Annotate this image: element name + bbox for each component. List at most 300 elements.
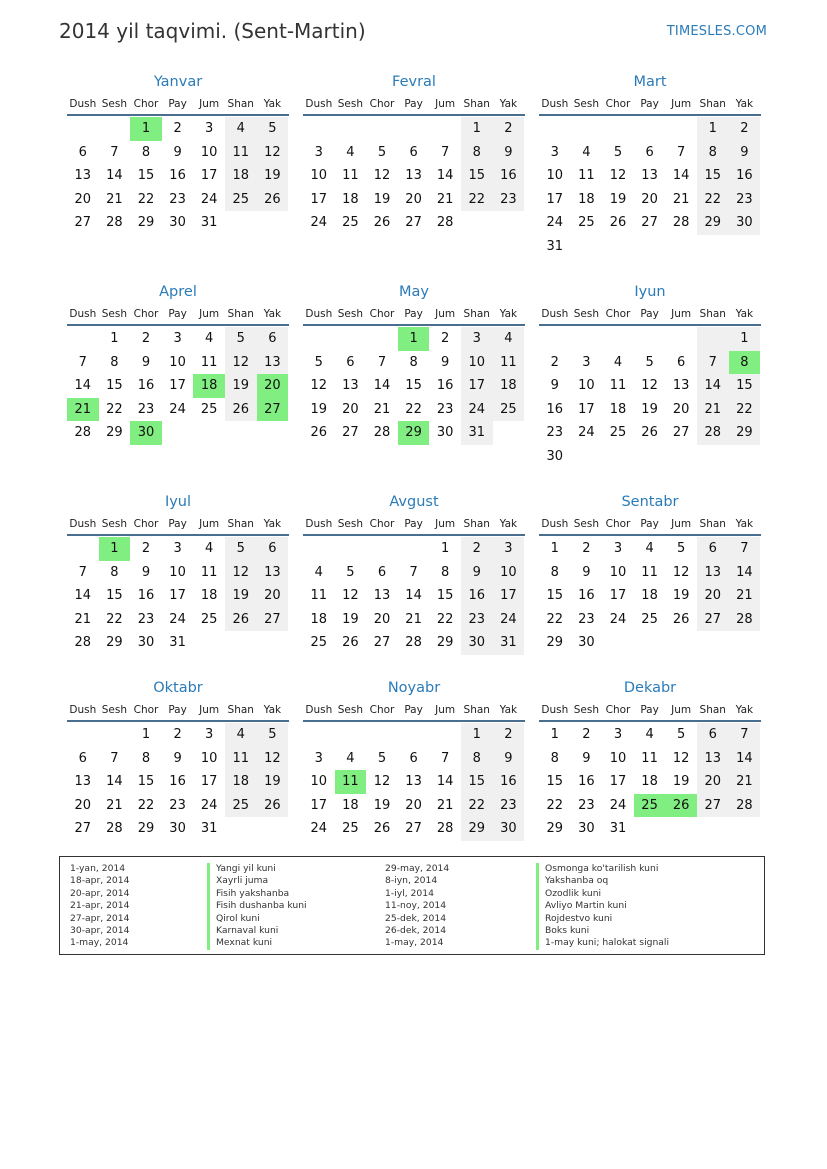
day-cell: 16 (578, 774, 595, 789)
weekday-label: Shan (699, 98, 726, 110)
site-link[interactable]: TIMESLES.COM (666, 24, 767, 39)
legend-holiday-name: Avliyo Martin kuni (536, 900, 669, 912)
day-cell: 14 (729, 747, 761, 771)
weekday-label: Jum (435, 518, 456, 530)
day-cell: 21 (405, 611, 422, 627)
day-cell: 16 (729, 164, 761, 188)
weekday-label: Yak (499, 704, 518, 716)
day-cell: 29 (398, 421, 430, 445)
day-cell: 29 (461, 817, 493, 841)
day-cell: 15 (106, 588, 123, 603)
day-cell: 15 (697, 164, 729, 188)
day-cell: 25 (493, 398, 525, 422)
day-cell: 29 (106, 635, 123, 650)
day-cell: 24 (578, 425, 595, 440)
day-cell: 17 (493, 584, 525, 608)
holiday-legend (59, 856, 765, 955)
day-cell: 14 (436, 168, 454, 183)
day-cell: 26 (257, 188, 289, 212)
weekday-label: Sesh (101, 704, 128, 716)
weekday-label: Sesh (337, 308, 364, 320)
weekday-label: Jum (435, 98, 456, 110)
day-cell: 6 (257, 537, 289, 561)
day-cell: 7 (729, 723, 761, 747)
day-cell: 9 (582, 564, 591, 580)
day-cell: 8 (697, 141, 729, 165)
day-cell: 19 (609, 191, 627, 207)
day-cell: 18 (609, 401, 627, 417)
day-cell: 13 (74, 168, 92, 183)
weekday-label: Chor (369, 98, 395, 110)
day-cell: 1 (697, 117, 729, 141)
day-cell: 30 (436, 425, 454, 440)
day-cell: 29 (697, 211, 729, 235)
day-cell: 19 (225, 374, 257, 398)
day-cell: 1 (461, 723, 493, 747)
day-cell: 24 (546, 215, 564, 230)
legend-date: 1-iyl, 2014 (385, 887, 434, 899)
legend-date: 1-may, 2014 (70, 937, 129, 949)
day-cell: 1 (729, 327, 761, 351)
day-cell: 26 (373, 821, 391, 836)
day-cell: 3 (613, 541, 623, 556)
empty-cell (99, 117, 131, 141)
day-cell: 15 (137, 774, 155, 789)
legend-holiday-name: 1-may kuni; halokat signali (536, 937, 669, 949)
day-cell: 22 (729, 398, 761, 422)
day-cell: 3 (205, 121, 214, 136)
day-cell: 25 (225, 794, 257, 818)
weekday-label: Pay (404, 98, 423, 110)
day-grid (67, 117, 289, 235)
weekday-label: Dush (541, 518, 569, 530)
weekday-label: Yak (735, 704, 754, 716)
weekday-label: Pay (404, 518, 423, 530)
day-cell: 17 (461, 374, 493, 398)
day-cell: 4 (225, 723, 257, 747)
day-cell: 3 (550, 144, 559, 160)
day-cell: 23 (137, 401, 155, 417)
day-cell: 27 (373, 635, 391, 650)
legend-date: 29-may, 2014 (385, 863, 450, 874)
day-cell: 19 (672, 774, 690, 789)
legend-date: 25-dek, 2014 (385, 912, 447, 924)
day-cell: 17 (169, 588, 186, 603)
day-cell: 31 (200, 821, 218, 836)
day-cell: 30 (493, 817, 525, 841)
day-cell: 20 (641, 191, 658, 207)
empty-cell (303, 327, 335, 351)
legend-holiday-name: Fisih dushanba kuni (207, 900, 307, 912)
day-cell: 20 (342, 401, 359, 417)
day-cell: 16 (169, 168, 186, 183)
legend-column (207, 863, 307, 950)
day-cell: 24 (609, 797, 627, 813)
weekday-label: Yak (263, 98, 282, 110)
day-cell: 24 (310, 215, 328, 230)
day-cell: 1 (110, 331, 119, 346)
day-cell: 20 (405, 191, 422, 207)
weekday-label: Jum (435, 704, 456, 716)
weekday-label: Shan (699, 704, 726, 716)
day-cell: 8 (409, 354, 418, 370)
empty-cell (429, 117, 461, 141)
day-cell: 13 (697, 561, 729, 585)
weekday-label: Sesh (337, 704, 364, 716)
day-grid (539, 117, 761, 258)
day-cell: 30 (546, 448, 564, 464)
day-cell: 21 (436, 797, 454, 813)
day-cell: 4 (205, 331, 214, 346)
weekday-label: Chor (133, 308, 159, 320)
empty-cell (366, 327, 398, 351)
day-cell: 7 (441, 750, 450, 766)
day-cell: 21 (436, 191, 454, 207)
empty-cell (303, 723, 335, 747)
day-cell: 19 (672, 588, 690, 603)
day-cell: 24 (310, 821, 328, 836)
day-cell: 27 (697, 608, 729, 632)
day-cell: 30 (169, 215, 186, 230)
day-cell: 12 (310, 378, 328, 393)
empty-cell (398, 117, 430, 141)
day-cell: 5 (377, 750, 387, 766)
day-cell: 6 (645, 144, 654, 160)
day-cell: 22 (546, 611, 564, 627)
day-cell: 30 (461, 631, 493, 655)
day-cell: 21 (74, 611, 92, 627)
day-cell: 12 (342, 588, 359, 603)
day-cell: 16 (546, 401, 564, 417)
weekday-label: Jum (671, 518, 692, 530)
day-cell: 5 (677, 541, 686, 556)
day-cell: 3 (173, 331, 182, 346)
legend-date: 30-apr, 2014 (70, 924, 130, 936)
day-cell: 18 (342, 797, 359, 813)
day-cell: 4 (613, 354, 623, 370)
day-cell: 12 (225, 351, 257, 375)
day-cell: 21 (729, 584, 761, 608)
day-cell: 16 (578, 588, 595, 603)
day-cell: 26 (609, 215, 627, 230)
weekday-label: Shan (699, 308, 726, 320)
day-cell: 22 (106, 401, 123, 417)
day-cell: 24 (169, 401, 186, 417)
empty-cell (335, 723, 367, 747)
day-cell: 8 (461, 747, 493, 771)
day-cell: 12 (641, 378, 658, 393)
day-cell: 10 (461, 351, 493, 375)
day-cell: 22 (137, 797, 155, 813)
legend-holiday-name: Boks kuni (536, 925, 669, 937)
day-cell: 1 (398, 327, 430, 351)
day-cell: 22 (697, 188, 729, 212)
day-cell: 22 (106, 611, 123, 627)
day-cell: 20 (74, 191, 92, 207)
day-cell: 29 (137, 821, 155, 836)
weekday-label: Dush (305, 308, 333, 320)
day-cell: 21 (67, 398, 99, 422)
month-sentabr (539, 490, 761, 655)
weekday-label: Yak (735, 308, 754, 320)
day-cell: 8 (141, 750, 151, 766)
weekday-label: Dush (541, 308, 569, 320)
day-cell: 3 (314, 144, 323, 160)
weekday-label: Pay (640, 518, 659, 530)
day-cell: 16 (169, 774, 186, 789)
day-cell: 11 (225, 141, 257, 165)
day-cell: 1 (461, 117, 493, 141)
legend-date: 1-yan, 2014 (70, 863, 126, 874)
weekday-label: Chor (605, 704, 631, 716)
legend-column (385, 863, 449, 950)
empty-cell (571, 327, 603, 351)
day-cell: 31 (200, 215, 218, 230)
day-cell: 17 (609, 588, 627, 603)
day-cell: 9 (461, 561, 493, 585)
day-cell: 6 (346, 354, 355, 370)
day-grid (539, 723, 761, 841)
day-cell: 10 (200, 750, 218, 766)
day-grid (303, 537, 525, 655)
weekday-label: Pay (168, 518, 187, 530)
day-cell: 21 (106, 191, 123, 207)
day-cell: 9 (141, 564, 151, 580)
day-cell: 11 (578, 168, 595, 183)
day-cell: 11 (609, 378, 627, 393)
day-cell: 7 (729, 537, 761, 561)
day-cell: 7 (697, 351, 729, 375)
day-cell: 13 (257, 351, 289, 375)
day-cell: 7 (677, 144, 686, 160)
day-cell: 20 (257, 584, 289, 608)
day-cell: 20 (405, 797, 422, 813)
day-cell: 21 (729, 770, 761, 794)
day-cell: 16 (137, 378, 155, 393)
day-cell: 30 (130, 421, 162, 445)
legend-holiday-name: Yangi yil kuni (207, 863, 307, 875)
weekday-label: Pay (404, 308, 423, 320)
month-name: May (399, 284, 429, 300)
day-cell: 14 (106, 168, 123, 183)
day-cell: 28 (697, 421, 729, 445)
month-oktabr (67, 676, 289, 841)
day-cell: 23 (493, 188, 525, 212)
day-cell: 27 (405, 821, 422, 836)
legend-date: 1-may, 2014 (385, 937, 444, 949)
weekday-label: Shan (227, 308, 254, 320)
day-cell: 29 (729, 421, 761, 445)
day-cell: 27 (641, 215, 658, 230)
day-cell: 14 (74, 378, 92, 393)
day-cell: 13 (697, 747, 729, 771)
empty-cell (99, 723, 131, 747)
day-cell: 9 (582, 750, 591, 766)
weekday-label: Yak (263, 518, 282, 530)
day-cell: 28 (405, 635, 422, 650)
day-cell: 26 (342, 635, 359, 650)
empty-cell (697, 327, 729, 351)
day-cell: 25 (225, 188, 257, 212)
weekday-label: Dush (305, 704, 333, 716)
day-cell: 13 (257, 561, 289, 585)
day-cell: 31 (169, 635, 186, 650)
day-cell: 4 (346, 144, 355, 160)
day-cell: 18 (641, 774, 658, 789)
day-cell: 8 (110, 354, 119, 370)
day-cell: 8 (550, 750, 559, 766)
day-cell: 21 (106, 797, 123, 813)
month-iyun (539, 280, 761, 468)
weekday-label: Yak (499, 518, 518, 530)
weekday-label: Sesh (573, 518, 600, 530)
day-cell: 13 (74, 774, 92, 789)
day-cell: 10 (578, 378, 595, 393)
day-cell: 6 (409, 144, 418, 160)
weekday-label: Sesh (573, 98, 600, 110)
day-cell: 29 (546, 635, 564, 650)
month-name: Iyul (164, 494, 192, 510)
empty-cell (366, 117, 398, 141)
day-cell: 17 (310, 191, 328, 207)
day-cell: 10 (609, 750, 627, 766)
weekday-header (67, 304, 289, 326)
day-cell: 30 (729, 211, 761, 235)
weekday-label: Chor (133, 98, 159, 110)
day-cell: 18 (342, 191, 359, 207)
empty-cell (303, 117, 335, 141)
weekday-label: Pay (640, 98, 659, 110)
month-noyabr (303, 676, 525, 841)
day-cell: 24 (493, 608, 525, 632)
month-aprel (67, 280, 289, 445)
day-cell: 5 (377, 144, 387, 160)
empty-cell (398, 537, 430, 561)
day-cell: 16 (436, 378, 454, 393)
weekday-label: Shan (227, 704, 254, 716)
day-cell: 29 (106, 425, 123, 440)
day-cell: 12 (373, 168, 391, 183)
day-cell: 28 (436, 821, 454, 836)
day-cell: 31 (461, 421, 493, 445)
empty-cell (539, 117, 571, 141)
day-cell: 13 (405, 774, 422, 789)
day-cell: 8 (729, 351, 761, 375)
day-cell: 31 (493, 631, 525, 655)
day-cell: 14 (405, 588, 422, 603)
day-cell: 30 (578, 635, 595, 650)
day-grid (67, 723, 289, 841)
day-cell: 24 (200, 191, 218, 207)
day-cell: 9 (173, 750, 182, 766)
legend-date: 8-iyn, 2014 (385, 875, 438, 887)
day-cell: 6 (697, 537, 729, 561)
day-cell: 5 (257, 723, 289, 747)
weekday-label: Yak (499, 308, 518, 320)
day-cell: 14 (672, 168, 690, 183)
day-cell: 25 (342, 821, 359, 836)
day-cell: 20 (672, 401, 690, 417)
day-cell: 6 (377, 564, 387, 580)
day-cell: 10 (169, 354, 186, 370)
weekday-label: Shan (463, 98, 490, 110)
day-cell: 23 (436, 401, 454, 417)
weekday-label: Dush (69, 98, 97, 110)
day-cell: 12 (225, 561, 257, 585)
legend-column (536, 863, 669, 950)
weekday-label: Chor (369, 704, 395, 716)
weekday-label: Jum (199, 308, 220, 320)
day-cell: 5 (613, 144, 623, 160)
day-cell: 19 (310, 401, 328, 417)
day-cell: 10 (609, 564, 627, 580)
day-cell: 4 (493, 327, 525, 351)
day-cell: 14 (74, 588, 92, 603)
day-cell: 24 (200, 797, 218, 813)
day-cell: 26 (257, 794, 289, 818)
weekday-header (539, 514, 761, 536)
day-cell: 3 (461, 327, 493, 351)
day-cell: 22 (546, 797, 564, 813)
empty-cell (366, 723, 398, 747)
day-cell: 12 (373, 774, 391, 789)
day-cell: 28 (436, 215, 454, 230)
month-yanvar (67, 70, 289, 235)
empty-cell (67, 723, 99, 747)
month-name: Avgust (389, 494, 439, 510)
day-cell: 19 (373, 797, 391, 813)
day-cell: 5 (677, 727, 686, 742)
day-cell: 4 (314, 564, 323, 580)
day-cell: 5 (257, 117, 289, 141)
legend-date: 11-noy, 2014 (385, 900, 447, 912)
weekday-label: Jum (435, 308, 456, 320)
day-cell: 19 (257, 770, 289, 794)
weekday-label: Sesh (573, 308, 600, 320)
day-cell: 22 (405, 401, 422, 417)
empty-cell (602, 327, 634, 351)
day-cell: 7 (78, 354, 87, 370)
day-grid (67, 327, 289, 445)
empty-cell (634, 117, 666, 141)
legend-holiday-name: Yakshanba oq (536, 875, 669, 887)
day-grid (303, 723, 525, 841)
weekday-label: Sesh (337, 518, 364, 530)
day-cell: 7 (110, 144, 119, 160)
weekday-label: Chor (369, 308, 395, 320)
day-cell: 5 (645, 354, 654, 370)
month-iyul (67, 490, 289, 655)
empty-cell (335, 537, 367, 561)
empty-cell (571, 117, 603, 141)
day-cell: 26 (310, 425, 328, 440)
month-name: Iyun (634, 284, 666, 300)
weekday-label: Pay (640, 308, 659, 320)
day-cell: 6 (78, 750, 87, 766)
weekday-header (67, 94, 289, 116)
day-cell: 6 (257, 327, 289, 351)
month-dekabr (539, 676, 761, 841)
day-cell: 27 (74, 821, 92, 836)
day-cell: 15 (546, 588, 564, 603)
day-cell: 12 (609, 168, 627, 183)
day-cell: 18 (310, 611, 328, 627)
day-cell: 26 (665, 794, 697, 818)
day-cell: 11 (641, 750, 658, 766)
day-cell: 10 (546, 168, 564, 183)
day-cell: 4 (346, 750, 355, 766)
empty-cell (67, 537, 99, 561)
